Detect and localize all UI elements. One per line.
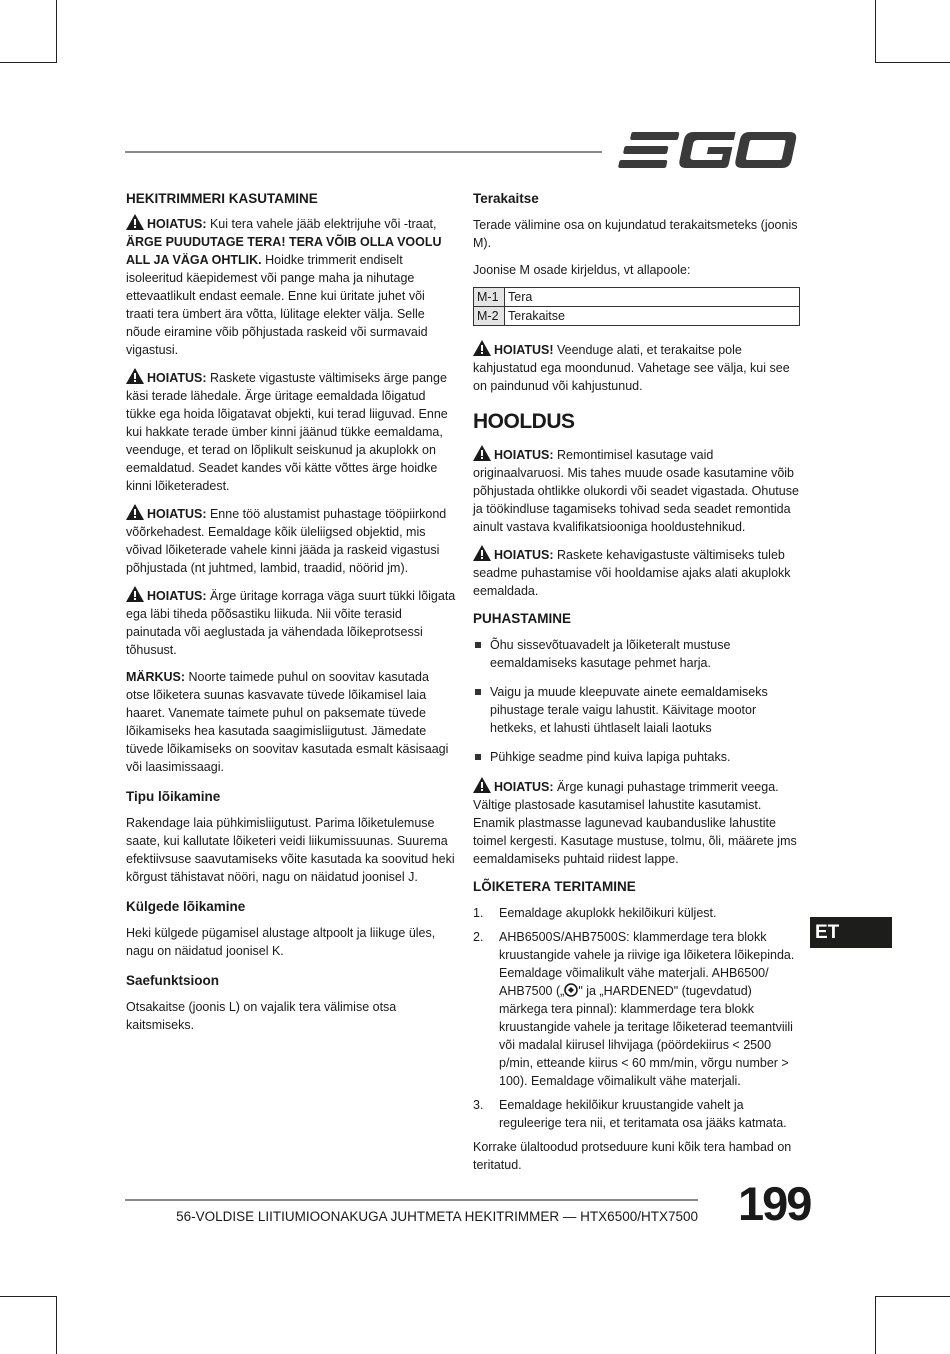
warning-label: HOIATUS: [147, 507, 207, 521]
table-row [474, 307, 800, 326]
body-paragraph: Heki külgede pügamisel alustage altpoolt ja liikuge üles, nagu on näidatud joonisel K. [126, 926, 436, 958]
part-id: M-1 [474, 288, 505, 307]
right-column [473, 190, 803, 1183]
warning-icon [473, 340, 491, 356]
page-number: 199 [738, 1177, 811, 1230]
warning-label: HOIATUS! [494, 343, 554, 357]
ego-logo [618, 130, 800, 170]
warning-paragraph [473, 545, 803, 600]
warning-label: HOIATUS: [494, 548, 554, 562]
list-item [473, 904, 803, 922]
warning-label: HOIATUS: [147, 217, 207, 231]
body-paragraph: Korrake ülaltoodud protseduure kuni kõik tera hambad on teritatud. [473, 1140, 792, 1172]
warning-paragraph [126, 368, 456, 495]
cleaning-list [473, 636, 803, 766]
warning-label: HOIATUS: [147, 371, 207, 385]
crop-mark [875, 0, 876, 62]
step-number: 2. [473, 930, 484, 944]
list-item [473, 1096, 803, 1132]
crop-mark [875, 1296, 876, 1354]
part-name: Tera [505, 288, 800, 307]
warning-label: HOIATUS: [494, 448, 554, 462]
body-paragraph: Terade välimine osa on kujundatud terakaitsmeteks (joonis M). [473, 218, 798, 250]
left-column [126, 190, 456, 1043]
crop-mark [875, 1296, 950, 1297]
body-paragraph: Otsakaitse (joonis L) on vajalik tera välimise otsa kaitsmiseks. [126, 1000, 397, 1032]
crop-mark [56, 1296, 57, 1354]
warning-text: Ärge kunagi puhastage trimmerit veega. Vältige plastosade kasutamisel lahustite kasutamist. Enamik plastmasse lagunevad kaubanduslike lahustite toimel kergesti. Kasutage mustuse, tolmu, õli, määrete jms eemaldamiseks puhtaid riidest lappe. [473, 780, 797, 866]
warning-text: Kui tera vahele jääb elektrijuhe või -traat, [206, 217, 437, 231]
warning-text: Veenduge alati, et terakaitse pole kahjustatud ega moondunud. Vahetage see välja, kui see on paindunud või kahjustunud. [473, 343, 790, 393]
warning-label: HOIATUS: [494, 780, 554, 794]
body-paragraph: Joonise M osade kirjeldus, vt allapoole: [473, 263, 691, 277]
section-heading-maintenance: HOOLDUS [473, 410, 575, 433]
list-item: Õhu sissevõtuavadelt ja lõiketeralt mustuse eemaldamiseks kasutage pehmet harja. [473, 636, 803, 672]
sharpening-steps [473, 904, 803, 1132]
warning-text: Raskete kehavigastuste vältimiseks tuleb seadme puhastamise või hooldamise ajaks alati akuplokk eemaldada. [473, 548, 791, 598]
warning-text: Enne töö alustamist puhastage tööpiirkond võõrkehadest. Eemaldage kõik üleliigsed objektid, mis võivad lõiketerade vahele kinni jääda ja raskeid vigastusi põhjustada (nt juhtmed, lambid, traadid, nöörid jm). [126, 507, 447, 575]
footer-rule [125, 1199, 698, 1201]
warning-paragraph [126, 504, 456, 577]
warning-icon [473, 545, 491, 561]
step-number: 1. [473, 906, 484, 920]
step-text: Eemaldage hekilõikur kruustangide vahelt ja reguleerige tera nii, et teritamata osa jääks katmata. [499, 1098, 787, 1130]
warning-text: Hoidke trimmerit endiselt isoleeritud käepidemest või pange maha ja nihutage ettevaatlikult endast eemale. Enne kui üritate juhet või traati tera ümbert ära võtta, lülitage elekter välja. Selle nõude eiramine võib põhjustada raskeid või surmavaid vigastusi. [126, 253, 428, 357]
parts-table [473, 287, 800, 326]
warning-paragraph [126, 586, 456, 659]
subheading-cleaning: PUHASTAMINE [473, 611, 572, 626]
warning-label: HOIATUS: [147, 589, 207, 603]
subheading-blade-sharpening: LÕIKETERA TERITAMINE [473, 879, 636, 894]
table-row [474, 288, 800, 307]
warning-icon [473, 777, 491, 793]
subheading-saw-function: Saefunktsioon [126, 973, 220, 988]
crop-mark [875, 62, 950, 63]
step-text: Eemaldage akuplokk hekilõikuri küljest. [499, 906, 717, 920]
body-paragraph: Rakendage laia pühkimisliigutust. Parima lõiketulemuse saate, kui kallutate lõiketeri veidi liikumissuunas. Suurema efektiivsuse saavutamiseks võite kasutada ka soovitud heki kõrgust tähistavat nööri, nagu on näidatud joonisel J. [126, 816, 455, 884]
part-name: Terakaitse [505, 307, 800, 326]
step-text: AHB6500S/AHB7500S: klammerdage tera blokk kruustangide vahele ja riivige iga lõiketera lõikepinda. Eemaldage võimalikult vähe materjali. AHB6500/ AHB7500 („ [499, 930, 795, 998]
warning-icon [126, 504, 144, 520]
step-text: " ja „HARDENED" (tugevdatud) märkega tera pinnal): klammerdage tera blokk kruustangide vahele ja teritage lõiketerad teemantviili või madalal kiirusel lihvijaga (pöördekiirus < 2500 p/min, etteande kiirus < 60 mm/min, võrgu number > 100). Eemaldage võimalikult vähe materjali. [499, 984, 793, 1088]
crop-mark [0, 1296, 57, 1297]
section-heading-usage: HEKITRIMMERI KASUTAMINE [126, 191, 318, 206]
warning-icon [126, 214, 144, 230]
warning-emphasis: ÄRGE PUUDUTAGE TERA! TERA VÕIB OLLA VOOLU ALL JA VÄGA OHTLIK. [126, 235, 442, 267]
part-id: M-2 [474, 307, 505, 326]
header-rule [125, 151, 602, 153]
list-item: Pühkige seadme pind kuiva lapiga puhtaks. [473, 748, 803, 766]
warning-paragraph [126, 214, 456, 359]
note-label: MÄRKUS: [126, 670, 186, 684]
warning-paragraph [473, 340, 803, 395]
crop-mark [0, 62, 57, 63]
note-text: Noorte taimede puhul on soovitav kasutada otse lõiketera suunas kasvavate tüvede lõikamisel laia haaret. Vanemate taimete puhul on paksemate tüvede lõikamiseks hea kasutada saagimisliigutust. Jämedate tüvede lõikamiseks on soovitav kasutada esmalt käsisaagi või laasimissaagi. [126, 670, 449, 774]
warning-icon [473, 445, 491, 461]
list-item [473, 928, 803, 1090]
subheading-tip-cutting: Tipu lõikamine [126, 789, 221, 804]
list-item: Vaigu ja muude kleepuvate ainete eemaldamiseks pihustage terale vaigu lahustit. Käivitage mootor hetkeks, et lahusti ühtlaselt laiali laotuks [473, 683, 803, 737]
warning-icon [126, 586, 144, 602]
subheading-side-cutting: Külgede lõikamine [126, 899, 246, 914]
language-tab: ET [810, 917, 892, 948]
warning-paragraph [473, 445, 803, 536]
diamond-mark-icon [564, 983, 578, 997]
warning-text: Raskete vigastuste vältimiseks ärge pange käsi terade lähedale. Ärge üritage eemaldada lõigatud tükke ega hoida lõigatavat objekti, kui terad liiguvad. Enne kui hakkate terade ümber kinni jäänud tükke eemaldama, veenduge, et terad on lõplikult seiskunud ja akuplokk on eemaldatud. Seadet kandes või kätte võttes ärge hoidke kinni lõiketeradest. [126, 371, 448, 493]
footer-product-title: 56-VOLDISE LIITIUMIOONAKUGA JUHTMETA HEKITRIMMER — HTX6500/HTX7500 [176, 1209, 698, 1224]
warning-text: Remontimisel kasutage vaid originaalvaruosi. Mis tahes muude osade kasutamine võib põhjustada ohtlikke olukordi või seadet vigastada. Ohutuse ja töökindluse tagamiseks tohivad seda seadet remontida ainult vastava kvalifikatsiooniga hooldustehnikud. [473, 448, 799, 534]
subheading-blade-guard: Terakaitse [473, 191, 539, 206]
note-paragraph [126, 668, 456, 776]
step-number: 3. [473, 1098, 484, 1112]
crop-mark [56, 0, 57, 62]
warning-icon [126, 368, 144, 384]
warning-paragraph [473, 777, 803, 868]
warning-text: Ärge üritage korraga väga suurt tükki lõigata ega läbi tiheda põõsastiku liikuda. Nii võite terasid painutada või aeglustada ja vähendada lõikeprotsessi tõhusust. [126, 589, 456, 657]
